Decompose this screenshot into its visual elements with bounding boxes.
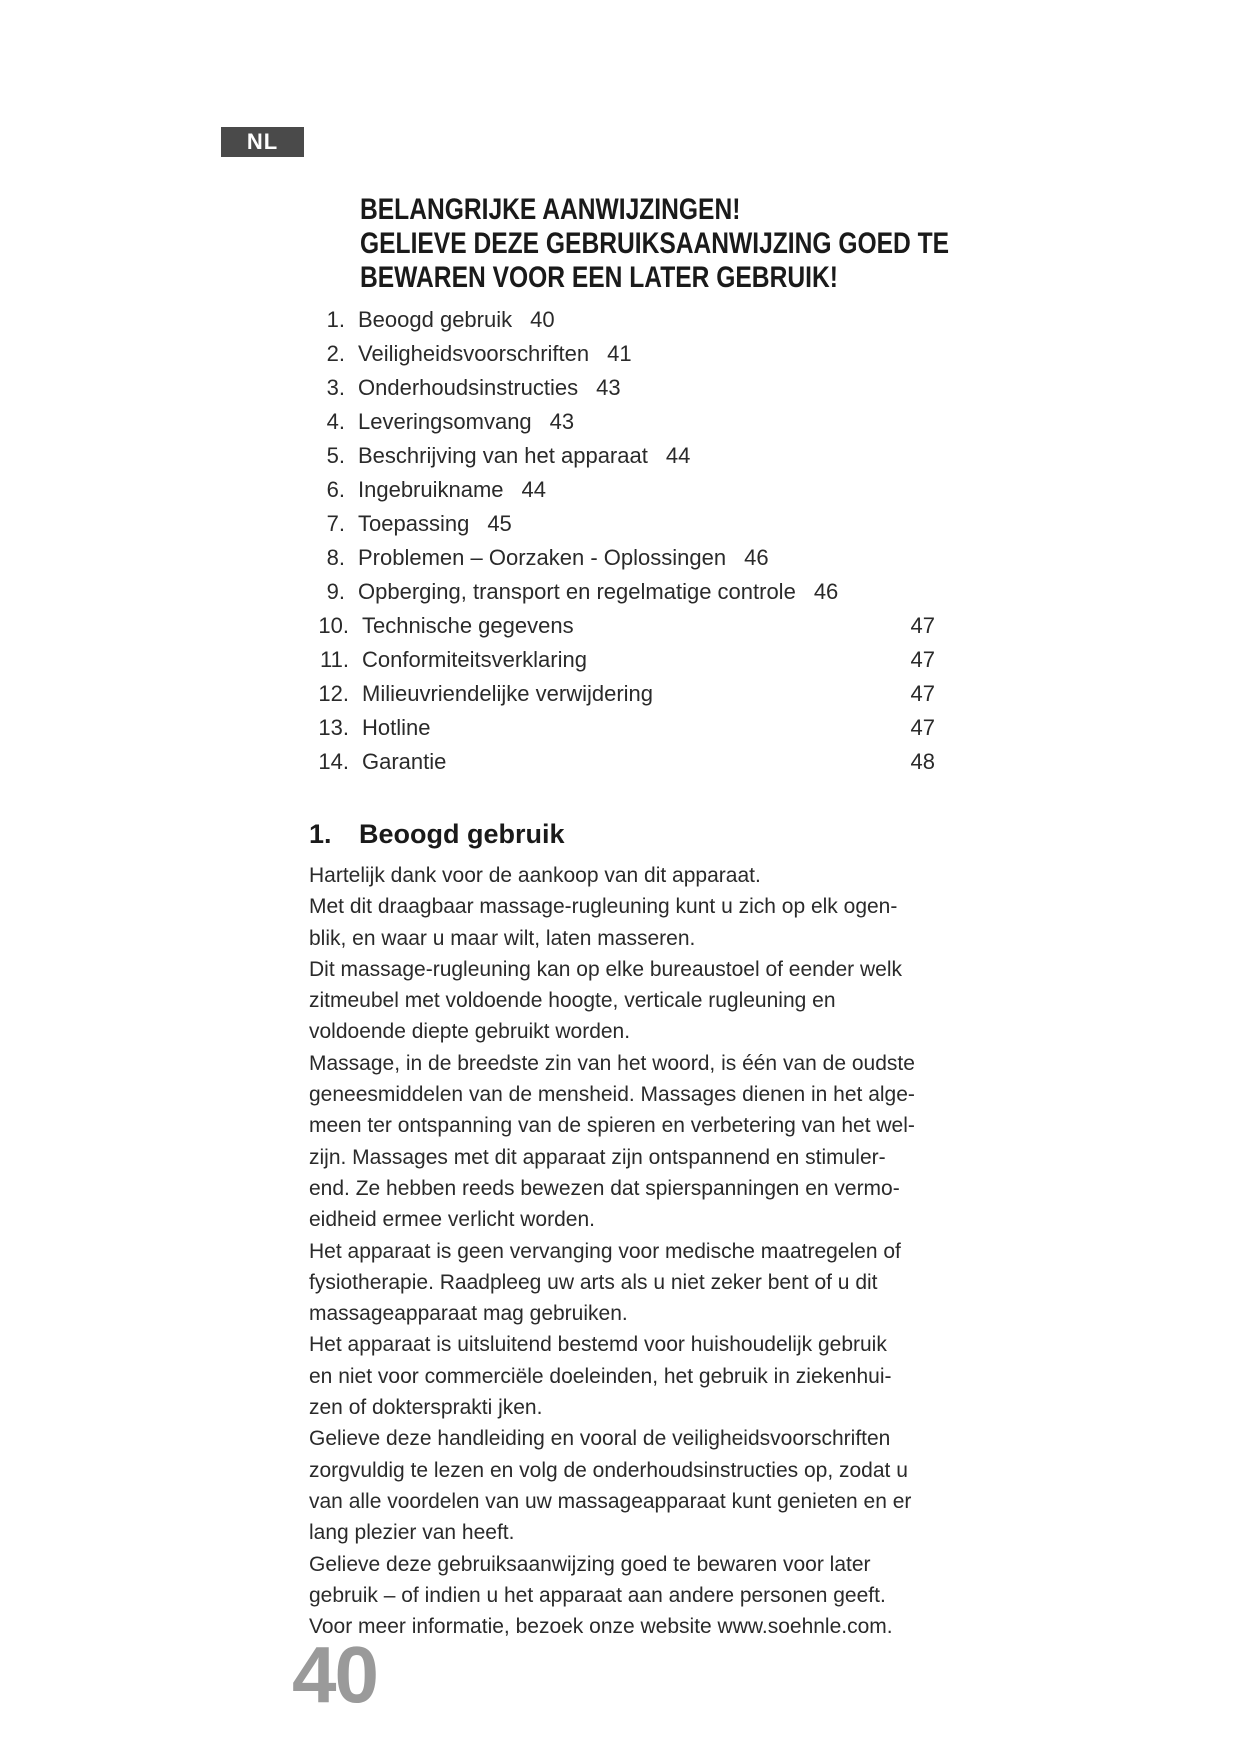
toc-entry-title: Veiligheidsvoorschriften: [358, 341, 590, 366]
toc-entry-page: 46: [813, 579, 839, 604]
body-line: geneesmiddelen van de mensheid. Massages dienen in het alge-: [309, 1083, 915, 1107]
toc-entry-number: 8.: [326, 545, 345, 570]
toc-entry-number: 1.: [326, 307, 345, 332]
body-line: Het apparaat is uitsluitend bestemd voor huishoudelijk gebruik: [309, 1333, 887, 1357]
toc-entry-number: 11.: [320, 647, 349, 672]
toc-entry-number: 12.: [318, 681, 349, 706]
body-line: Dit massage-rugleuning kan op elke bureaustoel of eender welk: [309, 957, 903, 981]
body-line: Met dit draagbaar massage-rugleuning kunt u zich op elk ogen-: [309, 895, 898, 919]
toc-entry: [305, 303, 935, 337]
page-number: 40: [292, 1630, 377, 1719]
toc-entry-title: Technische gegevens: [362, 613, 574, 638]
toc-entry-page: 47: [910, 681, 935, 706]
toc-entry-page: 43: [596, 375, 621, 400]
section-number: 1.: [309, 819, 332, 849]
heading-line: BELANGRIJKE AANWIJZINGEN!: [360, 193, 741, 226]
toc-entry-title: Beschrijving van het apparaat: [358, 443, 648, 468]
toc-entry-title: Problemen – Oorzaken - Oplossingen: [358, 545, 727, 570]
toc-entry-title: Toepassing: [358, 511, 470, 536]
toc-entry-title: Ingebruikname: [358, 477, 504, 502]
body-text: [309, 860, 949, 1642]
toc-entry: [305, 575, 935, 609]
toc-entry-number: 14.: [318, 749, 349, 774]
toc-entry-title: Conformiteitsverklaring: [362, 647, 587, 672]
toc-entry-page: 47: [910, 613, 935, 638]
body-line: eidheid ermee verlicht worden.: [309, 1208, 595, 1232]
body-line: meen ter ontspanning van de spieren en verbetering van het wel-: [309, 1114, 915, 1138]
toc-entry-title: Milieuvriendelijke verwijdering: [362, 681, 654, 706]
body-line: Gelieve deze handleiding en vooral de veiligheidsvoorschriften: [309, 1427, 891, 1451]
toc-entry: [305, 643, 935, 677]
toc-entry-number: 2.: [326, 341, 345, 366]
toc-entry-number: 6.: [326, 477, 345, 502]
body-line: zorgvuldig te lezen en volg de onderhoudsinstructies op, zodat u: [309, 1458, 908, 1482]
toc-entry-title: Hotline: [362, 715, 431, 740]
toc-entry-number: 10.: [318, 613, 349, 638]
toc-entry-page: 47: [910, 715, 935, 740]
body-line: end. Ze hebben reeds bewezen dat spierspanningen en vermo-: [309, 1176, 900, 1200]
toc-entry-number: 4.: [326, 409, 345, 434]
toc-entry: [305, 507, 935, 541]
body-line: voldoende diepte gebruikt worden.: [309, 1020, 631, 1044]
toc-entry-page: 41: [607, 341, 632, 366]
body-line: zijn. Massages met dit apparaat zijn ontspannend en stimuler-: [309, 1145, 886, 1169]
body-line: Gelieve deze gebruiksaanwijzing goed te bewaren voor later: [309, 1552, 871, 1576]
body-line: Hartelijk dank voor de aankoop van dit apparaat.: [309, 864, 761, 887]
body-line: Het apparaat is geen vervanging voor medische maatregelen of: [309, 1239, 901, 1263]
body-line: Massage, in de breedste zin van het woord, is één van de oudste: [309, 1051, 915, 1075]
toc-entry: [305, 745, 935, 779]
toc-entry-page: 40: [530, 307, 555, 332]
body-line: zen of doktersprakti jken.: [309, 1396, 543, 1420]
body-line: zitmeubel met voldoende hoogte, verticale rugleuning en: [309, 989, 836, 1013]
important-notice-heading: [360, 193, 949, 295]
toc-entry-page: 44: [521, 477, 547, 502]
toc-entry: [305, 711, 935, 745]
toc-entry: [305, 337, 935, 371]
toc-entry-number: 9.: [326, 579, 345, 604]
table-of-contents: [305, 303, 935, 779]
toc-entry-number: 5.: [326, 443, 345, 468]
toc-entry-title: Beoogd gebruik: [358, 307, 513, 332]
toc-entry: [305, 541, 935, 575]
section-title: [309, 816, 565, 852]
toc-entry-page: 44: [665, 443, 691, 468]
toc-entry-number: 3.: [326, 375, 345, 400]
language-tab: NL: [221, 127, 304, 157]
body-line: lang plezier van heeft.: [309, 1521, 515, 1545]
toc-entry-title: Opberging, transport en regelmatige controle: [358, 579, 796, 604]
heading-line: GELIEVE DEZE GEBRUIKSAANWIJZING GOED TE: [360, 227, 950, 260]
body-line: fysiotherapie. Raadpleeg uw arts als u niet zeker bent of u dit: [309, 1270, 878, 1294]
body-line: Voor meer informatie, bezoek onze website www.soehnle.com.: [309, 1615, 893, 1639]
toc-entry: [305, 677, 935, 711]
body-line: massageapparaat mag gebruiken.: [309, 1302, 628, 1326]
toc-entry-number: 13.: [318, 715, 349, 740]
toc-entry: [305, 439, 935, 473]
toc-entry: [305, 473, 935, 507]
heading-line: BEWAREN VOOR EEN LATER GEBRUIK!: [360, 261, 838, 294]
toc-entry-page: 46: [744, 545, 769, 570]
toc-entry-page: 43: [549, 409, 575, 434]
toc-entry: [305, 609, 935, 643]
section-title-text: Beoogd gebruik: [359, 819, 565, 849]
toc-entry-title: Garantie: [362, 749, 447, 774]
toc-entry-page: 45: [487, 511, 512, 536]
body-line: blik, en waar u maar wilt, laten masseren.: [309, 926, 696, 950]
body-line: en niet voor commerciële doeleinden, het gebruik in ziekenhui-: [309, 1364, 892, 1388]
toc-entry-number: 7.: [326, 511, 345, 536]
toc-entry-page: 48: [910, 749, 935, 774]
toc-entry: [305, 405, 935, 439]
body-line: van alle voordelen van uw massageapparaat kunt genieten en er: [309, 1489, 912, 1513]
toc-entry: [305, 371, 935, 405]
toc-entry-title: Onderhoudsinstructies: [358, 375, 579, 400]
body-line: gebruik – of indien u het apparaat aan andere personen geeft.: [309, 1583, 886, 1607]
toc-entry-page: 47: [910, 647, 935, 672]
toc-entry-title: Leveringsomvang: [358, 409, 532, 434]
